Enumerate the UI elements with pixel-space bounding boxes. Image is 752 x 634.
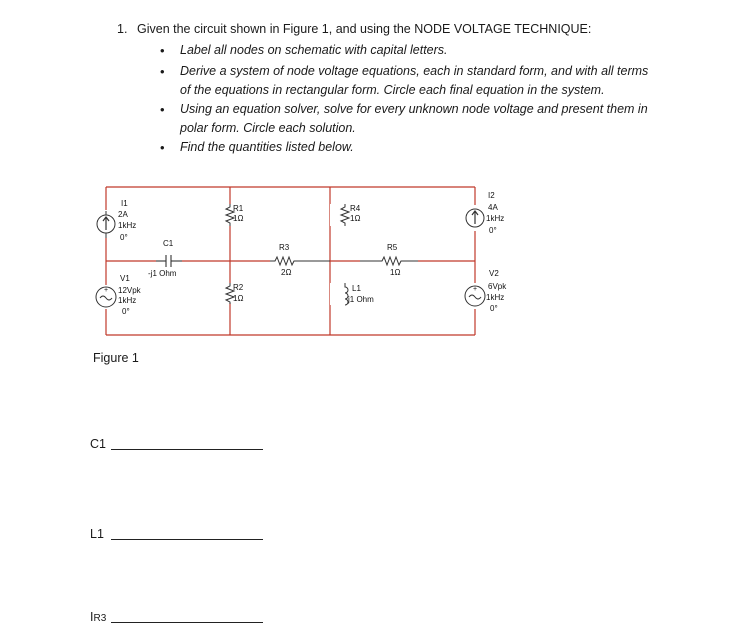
answer-subscript: R3 xyxy=(93,613,107,624)
capacitor-c1 xyxy=(156,255,182,267)
label-v2-phase: 0° xyxy=(490,304,498,313)
label-i1-freq: 1kHz xyxy=(118,221,137,230)
bullet-icon: • xyxy=(160,140,165,155)
label-v1-value: 12Vpk xyxy=(118,286,141,295)
answer-label: L1 xyxy=(90,527,104,541)
label-r1-value: 1Ω xyxy=(233,214,244,223)
answer-c1 xyxy=(90,437,106,451)
answer-label: C1 xyxy=(90,437,106,451)
answer-line[interactable] xyxy=(111,449,263,450)
label-i1-phase: 0° xyxy=(120,233,128,242)
bullet-icon: • xyxy=(160,64,165,79)
label-c1-value: -j1 Ohm xyxy=(148,269,177,278)
label-r3-name: R3 xyxy=(279,243,290,252)
label-r4-value: 1Ω xyxy=(350,214,361,223)
question-text: Given the circuit shown in Figure 1, and using the NODE VOLTAGE TECHNIQUE: xyxy=(137,22,592,36)
bullet-icon: • xyxy=(160,102,165,117)
label-c1-name: C1 xyxy=(163,239,174,248)
label-v2-name: V2 xyxy=(489,269,499,278)
figure-caption: Figure 1 xyxy=(93,351,139,365)
current-source-i1 xyxy=(97,211,115,238)
instruction-item: • Label all nodes on schematic with capital letters. xyxy=(160,43,448,58)
label-l1-value: j1 Ohm xyxy=(348,295,374,304)
resistor-r4 xyxy=(341,204,349,226)
svg-text:+: + xyxy=(103,287,109,294)
label-i2-value: 4A xyxy=(488,203,498,212)
svg-text:+: + xyxy=(472,286,478,293)
answer-ir3 xyxy=(90,610,106,624)
label-i1-value: 2A xyxy=(118,210,128,219)
instruction-item: • Using an equation solver, solve for every unknown node voltage and present them in polar form. Circle each solution. xyxy=(160,102,648,135)
label-v2-value: 6Vpk xyxy=(488,282,507,291)
resistor-r5 xyxy=(360,257,418,265)
resistor-r3 xyxy=(270,257,330,265)
answer-line[interactable] xyxy=(111,622,263,623)
answer-l1 xyxy=(90,527,104,541)
answer-line[interactable] xyxy=(111,539,263,540)
voltage-source-v1 xyxy=(96,287,116,307)
label-i2-phase: 0° xyxy=(489,226,497,235)
instruction-item: • Find the quantities listed below. xyxy=(160,140,354,155)
label-r1-name: R1 xyxy=(233,204,244,213)
instruction-item: • Derive a system of node voltage equations, each in standard form, and with all terms of the equations in rectangular form. Circle each final equation in the system. xyxy=(160,64,649,97)
label-i2-name: I2 xyxy=(488,191,495,200)
label-v1-name: V1 xyxy=(120,274,130,283)
label-v1-phase: 0° xyxy=(122,307,130,316)
label-r3-value: 2Ω xyxy=(281,268,292,277)
label-l1-name: L1 xyxy=(352,284,361,293)
question-number: 1. xyxy=(117,22,128,36)
label-v2-freq: 1kHz xyxy=(486,293,505,302)
label-i1-name: I1 xyxy=(121,199,128,208)
label-v1-freq: 1kHz xyxy=(118,296,137,305)
answer-label: I xyxy=(90,610,94,624)
voltage-source-v2 xyxy=(465,286,485,306)
label-r5-name: R5 xyxy=(387,243,398,252)
label-r2-name: R2 xyxy=(233,283,244,292)
bullet-icon: • xyxy=(160,43,165,58)
label-r2-value: 1Ω xyxy=(233,294,244,303)
label-r5-value: 1Ω xyxy=(390,268,401,277)
label-i2-freq: 1kHz xyxy=(486,214,505,223)
current-source-i2 xyxy=(466,209,484,227)
label-r4-name: R4 xyxy=(350,204,361,213)
